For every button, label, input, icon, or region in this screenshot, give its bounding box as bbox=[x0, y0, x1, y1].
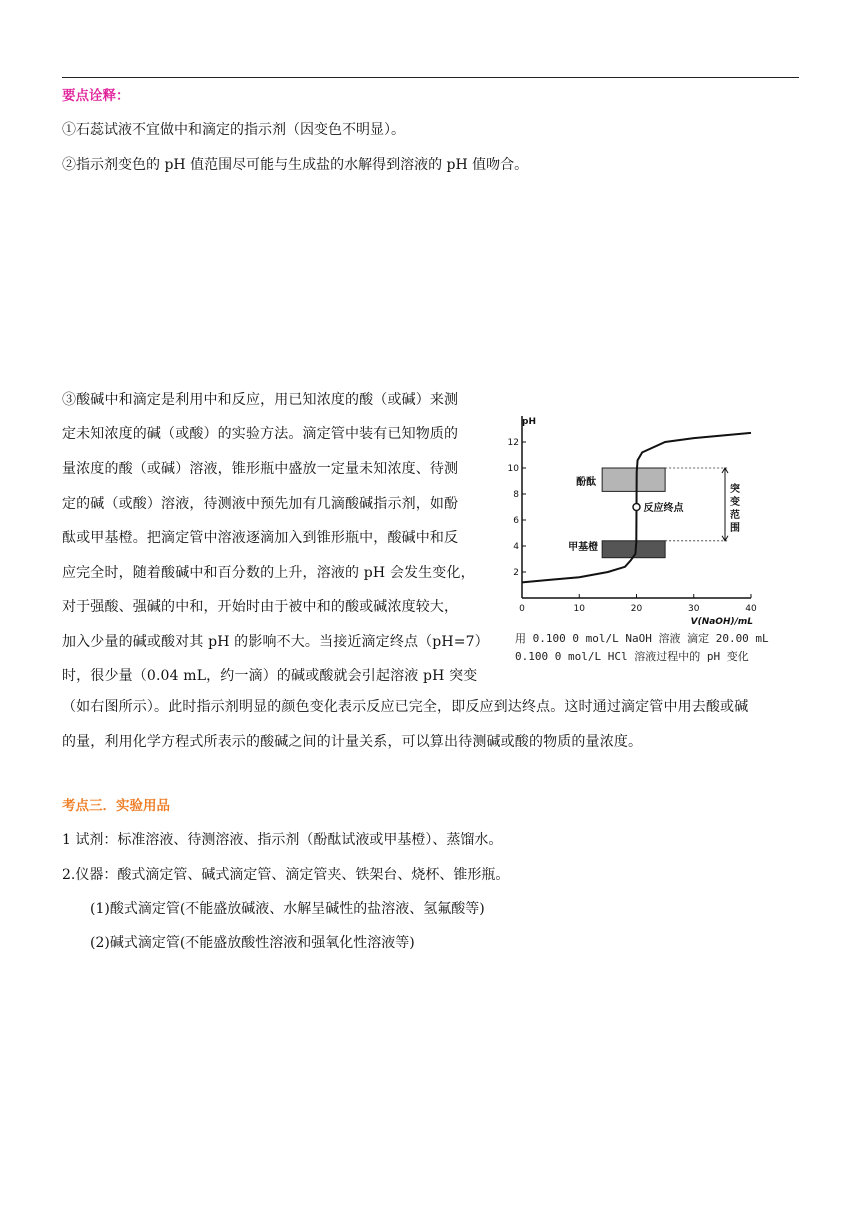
jump-range-label-char: 突 bbox=[730, 484, 740, 495]
y-tick-label: 6 bbox=[513, 516, 519, 526]
section3-heading: 考点三．实验用品 bbox=[62, 798, 170, 814]
y-tick-label: 12 bbox=[508, 438, 519, 448]
para3-line-9: 时，很少量（0.04 mL，约一滴）的碱或酸就会引起溶液 pH 突变 bbox=[62, 668, 478, 684]
jump-range-label-char: 变 bbox=[730, 497, 740, 508]
x-tick-label: 0 bbox=[519, 604, 525, 614]
para3-line-6: 应完全时，随着酸碱中和百分数的上升，溶液的 pH 会发生变化， bbox=[62, 565, 475, 581]
y-axis-label: pH bbox=[522, 417, 536, 427]
notes-heading: 要点诠释： bbox=[62, 88, 130, 104]
phenolphthalein-label: 酚酞 bbox=[576, 477, 597, 488]
para3-line-7: 对于强酸、强碱的中和，开始时由于被中和的酸或碱浓度较大， bbox=[62, 599, 459, 615]
y-tick-label: 2 bbox=[513, 568, 519, 578]
section3-item-4: (2)碱式滴定管(不能盛放酸性溶液和强氧化性溶液等) bbox=[90, 935, 415, 951]
endpoint-label: 反应终点 bbox=[643, 503, 684, 514]
header-rule bbox=[62, 77, 799, 78]
y-tick-label: 10 bbox=[508, 464, 519, 474]
x-tick-label: 10 bbox=[573, 604, 585, 614]
x-tick-label: 20 bbox=[630, 604, 643, 614]
titration-curve-figure bbox=[508, 414, 800, 666]
endpoint-marker bbox=[633, 504, 640, 511]
para3-line-5: 酞或甲基橙。把滴定管中溶液逐滴加入到锥形瓶中，酸碱中和反 bbox=[62, 530, 459, 546]
x-axis-label: V(NaOH)/mL bbox=[690, 617, 753, 627]
y-tick-label: 4 bbox=[513, 542, 519, 552]
x-tick-label: 40 bbox=[745, 604, 757, 614]
section3-item-2: 2.仪器：酸式滴定管、碱式滴定管、滴定管夹、铁架台、烧杯、锥形瓶。 bbox=[62, 867, 510, 883]
x-tick-label: 30 bbox=[688, 604, 700, 614]
para3-line-8: 加入少量的碱或酸对其 pH 的影响不大。当接近滴定终点（pH=7） bbox=[62, 634, 489, 650]
phenolphthalein-range-box bbox=[602, 468, 665, 491]
para3-line-1: ③酸碱中和滴定是利用中和反应，用已知浓度的酸（或碱）来测 bbox=[62, 392, 459, 408]
para3-line-4: 定的碱（或酸）溶液，待测液中预先加有几滴酸碱指示剂，如酚 bbox=[62, 496, 459, 512]
section3-item-1: 1 试剂：标准溶液、待测溶液、指示剂（酚酞试液或甲基橙）、蒸馏水。 bbox=[62, 832, 503, 848]
note-2: ②指示剂变色的 pH 值范围尽可能与生成盐的水解得到溶液的 pH 值吻合。 bbox=[62, 157, 529, 173]
jump-range-label-char: 范 bbox=[730, 510, 740, 521]
figure-caption-line-1: 用 0.100 0 mol/L NaOH 溶液 滴定 20.00 mL bbox=[515, 632, 769, 645]
y-tick-label: 8 bbox=[513, 490, 519, 500]
para3-line-2: 定未知浓度的碱（或酸）的实验方法。滴定管中装有已知物质的 bbox=[62, 426, 459, 442]
section3-item-3: (1)酸式滴定管(不能盛放碱液、水解呈碱性的盐溶液、氢氟酸等) bbox=[90, 901, 485, 917]
methyl-orange-label: 甲基橙 bbox=[568, 542, 599, 553]
jump-range-label-char: 围 bbox=[730, 523, 740, 534]
para3-line-3: 量浓度的酸（或碱）溶液，锥形瓶中盛放一定量未知浓度、待测 bbox=[62, 461, 459, 477]
titration-curve-chart bbox=[508, 414, 800, 666]
para3-line-10: （如右图所示）。此时指示剂明显的颜色变化表示反应已完全，即反应到达终点。这时通过滴定管中用去酸或碱 bbox=[62, 699, 749, 715]
para3-line-11: 的量，利用化学方程式所表示的酸碱之间的计量关系，可以算出待测碱或酸的物质的量浓度。 bbox=[62, 734, 643, 750]
note-1: ①石蕊试液不宜做中和滴定的指示剂（因变色不明显）。 bbox=[62, 122, 405, 138]
figure-caption-line-2: 0.100 0 mol/L HCl 溶液过程中的 pH 变化 bbox=[515, 650, 749, 663]
